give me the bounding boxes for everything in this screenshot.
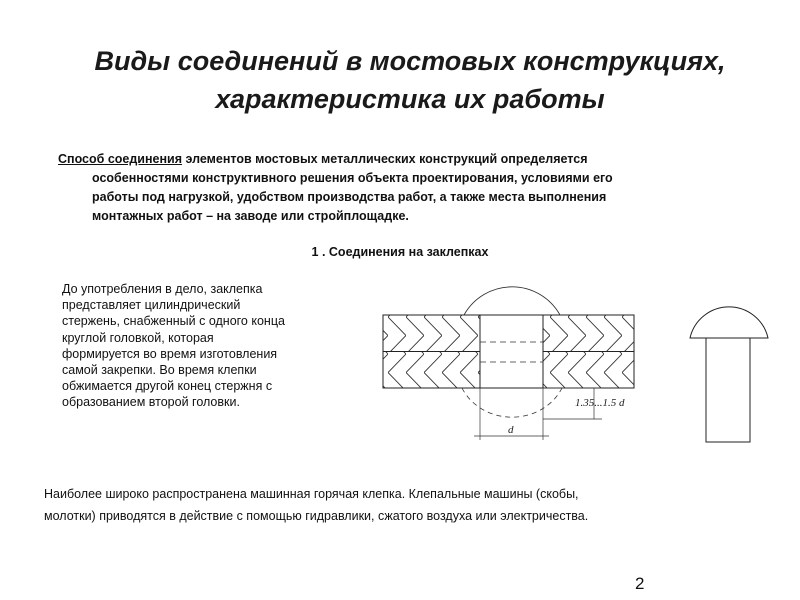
section-heading: 1 . Соединения на заклепках bbox=[311, 245, 489, 259]
title-line-2: характеристика их работы bbox=[215, 84, 605, 114]
bottom-paragraph bbox=[44, 483, 764, 527]
bottom-line-2: молотки) приводятся в действие с помощью гидравлики, сжатого воздуха или электричества. bbox=[44, 509, 589, 523]
intro-paragraph bbox=[58, 150, 718, 226]
description-line-5: формируется во время изготовления bbox=[62, 346, 278, 361]
description-line-2: представляет цилиндрический bbox=[62, 298, 241, 313]
bottom-line-1: Наиболее широко распространена машинная горячая клепка. Клепальные машины (скобы, bbox=[44, 487, 579, 501]
page-number: 2 bbox=[635, 574, 645, 593]
intro-underlined-term: Способ соединения bbox=[58, 152, 183, 166]
intro-line-2: особенностями конструктивного решения объекта проектирования, условиями его bbox=[92, 171, 613, 185]
intro-line-3: работы под нагрузкой, удобством производства работ, а также места выполнения bbox=[92, 190, 607, 204]
title-line-1: Виды соединений в мостовых конструкциях, bbox=[94, 46, 726, 76]
intro-line-1 bbox=[58, 150, 718, 169]
description-line-3: стержень, снабженный с одного конца bbox=[62, 314, 285, 329]
description-line-4: круглой головкой, которая bbox=[62, 330, 214, 345]
description-line-8: образованием второй головки. bbox=[62, 395, 240, 410]
description-line-1: До употребления в дело, заклепка bbox=[62, 282, 263, 296]
rivet-head-top bbox=[464, 287, 560, 315]
slide-title bbox=[60, 42, 760, 118]
rivet-diagram bbox=[370, 280, 790, 450]
rivet-description bbox=[62, 281, 362, 411]
intro-line-1-rest: элементов мостовых металлических конструкций определяется bbox=[182, 152, 588, 166]
description-line-7: обжимается другой конец стержня с bbox=[62, 379, 273, 394]
length-dimension-label: 1.35...1.5 d bbox=[575, 397, 625, 409]
diameter-dimension-label: d bbox=[508, 424, 514, 436]
description-line-6: самой закрепки. Во время клепки bbox=[62, 363, 257, 378]
dimension-lines bbox=[474, 388, 602, 440]
rivet-blank-icon bbox=[690, 307, 768, 442]
rivet-head-bottom-dashed bbox=[462, 388, 562, 417]
rivet-shank bbox=[480, 315, 543, 388]
intro-line-4: монтажных работ – на заводе или стройплощадке. bbox=[92, 209, 409, 223]
